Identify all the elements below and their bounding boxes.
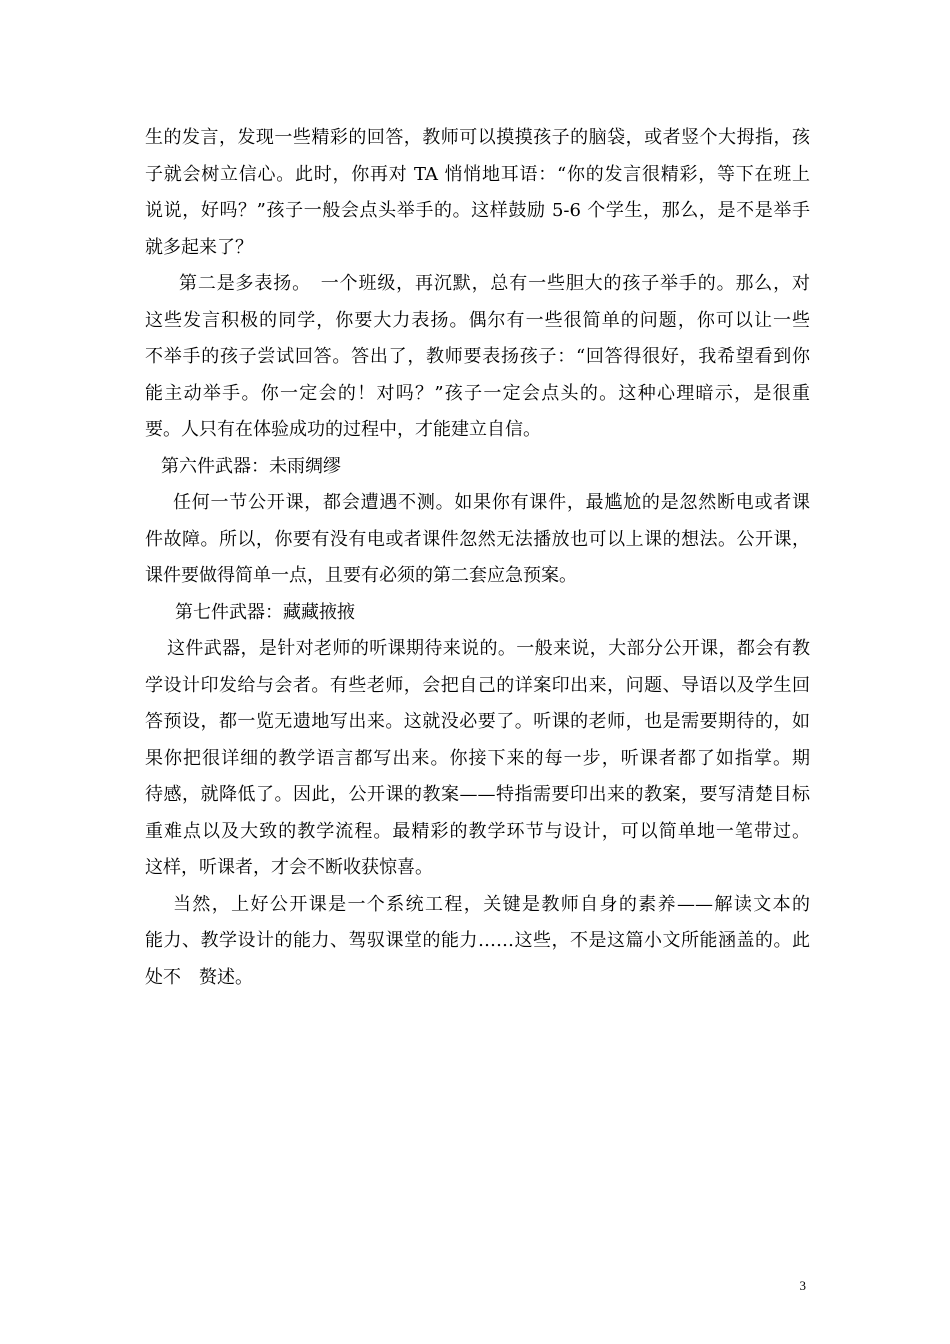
paragraph-line: 处不 赘述。 bbox=[145, 966, 253, 988]
paragraph-line: 能主动举手。你一定会的！对吗？”孩子一定会点头的。这种心理暗示，是很重 bbox=[145, 382, 810, 404]
paragraph-line: 待感，就降低了。因此，公开课的教案——特指需要印出来的教案，要写清楚目标 bbox=[145, 784, 810, 805]
paragraph-line: 学设计印发给与会者。有些老师，会把自己的详案印出来，问题、导语以及学生回 bbox=[145, 674, 810, 696]
paragraph-line: 答预设，都一览无遗地写出来。这就没必要了。听课的老师，也是需要期待的，如 bbox=[145, 711, 810, 732]
paragraph-line: 这样，听课者，才会不断收获惊喜。 bbox=[145, 857, 433, 878]
page-number: 3 bbox=[799, 1278, 806, 1293]
paragraph-line: 不举手的孩子尝试回答。答出了，教师要表扬孩子：“回答得很好，我希望看到你 bbox=[145, 346, 810, 367]
paragraph-line: 这件武器，是针对老师的听课期待来说的。一般来说，大部分公开课，都会有教 bbox=[167, 638, 810, 659]
paragraph-line: 就多起来了？ bbox=[145, 236, 253, 258]
paragraph-line: 说说，好吗？”孩子一般会点头举手的。这样鼓励 5-6 个学生，那么，是不是举手 bbox=[145, 200, 810, 221]
paragraph-line: 重难点以及大致的教学流程。最精彩的教学环节与设计，可以简单地一笔带过。 bbox=[145, 820, 810, 842]
paragraph-line: 生的发言，发现一些精彩的回答，教师可以摸摸孩子的脑袋，或者竖个大拇指，孩 bbox=[145, 127, 810, 148]
paragraph-line: 要。人只有在体验成功的过程中，才能建立自信。 bbox=[145, 419, 541, 440]
body-text bbox=[145, 120, 810, 996]
paragraph-line: 子就会树立信心。此时，你再对 TA 悄悄地耳语：“你的发言很精彩，等下在班上 bbox=[145, 163, 810, 185]
paragraph-line: 第二是多表扬。 一个班级，再沉默，总有一些胆大的孩子举手的。那么，对 bbox=[179, 273, 810, 294]
section-heading: 第七件武器：藏藏掖掖 bbox=[175, 601, 355, 623]
paragraph-line: 任何一节公开课，都会遭遇不测。如果你有课件，最尴尬的是忽然断电或者课 bbox=[173, 492, 810, 513]
paragraph-line: 件故障。所以，你要有没有电或者课件忽然无法播放也可以上课的想法。公开课， bbox=[145, 528, 810, 550]
paragraph-line: 能力、教学设计的能力、驾驭课堂的能力……这些，不是这篇小文所能涵盖的。此 bbox=[145, 930, 810, 951]
paragraph-line: 课件要做得简单一点，且要有必须的第二套应急预案。 bbox=[145, 565, 577, 586]
section-heading: 第六件武器：未雨绸缪 bbox=[161, 455, 341, 477]
paragraph-line: 这些发言积极的同学，你要大力表扬。偶尔有一些很简单的问题，你可以让一些 bbox=[145, 309, 810, 331]
paragraph-line: 果你把很详细的教学语言都写出来。你接下来的每一步，听课者都了如指掌。期 bbox=[145, 747, 810, 769]
paragraph-line: 当然，上好公开课是一个系统工程，关键是教师自身的素养——解读文本的 bbox=[173, 893, 810, 915]
